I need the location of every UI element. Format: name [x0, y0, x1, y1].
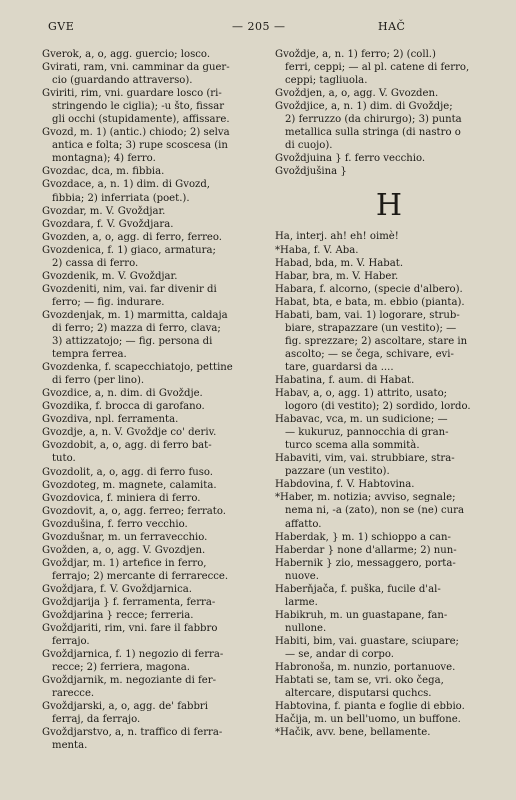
text-line: Gvozden, a, o, agg. di ferro, ferreo.: [42, 231, 222, 243]
text-line: Habara, f. alcorno, (specie d'albero).: [275, 283, 463, 295]
text-line: gli occhi (stupidamente), affissare.: [52, 114, 230, 126]
text-line: Gviriti, rim, vni. guardare losco (ri-: [42, 88, 222, 100]
text-line: 2) ferruzzo (da chirurgo); 3) punta: [285, 114, 462, 126]
text-line: *Haber, m. notizia; avviso, segnale;: [275, 492, 456, 504]
text-line: tempra ferrea.: [52, 349, 127, 361]
text-line: Gvozdenjak, m. 1) marmitta, caldaja: [42, 309, 228, 321]
text-line: Gvožden, a, o, agg. V. Gvozdjen.: [42, 544, 206, 556]
text-line: Gvozdenik, m. V. Gvoždjar.: [42, 270, 178, 282]
text-line: Gvoždjuina } f. ferro vecchio.: [275, 153, 426, 165]
text-line: Gvozdar, m. V. Gvoždjar.: [42, 205, 166, 217]
text-line: Gvozdenka, f. scapecchiatojo, pettine: [42, 362, 233, 374]
text-line: Gvoždjice, a, n. 1) dim. di Gvoždje;: [275, 101, 453, 113]
text-line: larme.: [285, 596, 318, 608]
text-line: Gvozdiva, npl. ferramenta.: [42, 414, 179, 426]
text-line: Gvirati, ram, vni. camminar da guer-: [42, 62, 230, 74]
text-line: tare, guardarsi da ....: [285, 361, 394, 373]
text-line: fibbia; 2) inferriata (poet.).: [52, 192, 190, 204]
text-line: Gvoždjarija } f. ferramenta, ferra-: [42, 596, 216, 608]
text-line: Gvoždjarina } recce; ferreria.: [42, 610, 194, 622]
page-number: — 205 —: [232, 20, 286, 33]
text-line: Gvoždjar, m. 1) artefice in ferro,: [42, 557, 207, 569]
text-line: ferraj, da ferrajo.: [52, 714, 141, 726]
text-line: — se, andar di corpo.: [285, 648, 394, 660]
text-line: stringendo le ciglia); -u što, fissar: [52, 101, 225, 113]
text-line: Habernik } zio, messaggero, porta-: [275, 557, 456, 569]
text-line: Gvozdika, f. brocca di garofano.: [42, 401, 205, 413]
text-line: ferrajo.: [52, 636, 90, 648]
text-line: ferrajo; 2) mercante di ferrarecce.: [52, 570, 229, 582]
text-line: Habav, a, o, agg. 1) attrito, usato;: [275, 388, 448, 400]
text-line: altercare, disputarsi quchcs.: [285, 688, 432, 700]
text-line: di ferro (per lino).: [52, 375, 145, 387]
text-line: nema ni, -a (zato), non se (ne) cura: [285, 505, 465, 517]
text-line: Gvoždjariti, rim, vni. fare il fabbro: [42, 623, 218, 635]
text-line: Habiti, bim, vai. guastare, sciupare;: [275, 635, 459, 647]
text-line: nuove.: [285, 570, 319, 582]
text-line: Gvoždjarnica, f. 1) negozio di ferra-: [42, 649, 224, 661]
text-line: Gvozdenica, f. 1) giaco, armatura;: [42, 244, 216, 256]
text-line: Habad, bda, m. V. Habat.: [275, 257, 404, 269]
right-column-bottom-entries: [275, 230, 503, 739]
text-line: ferri, ceppi; — al pl. catene di ferro,: [285, 62, 470, 74]
text-line: fig. sprezzare; 2) ascoltare, stare in: [285, 335, 468, 347]
text-line: di ferro; 2) mazza di ferro, clava;: [52, 322, 221, 334]
text-line: rarecce.: [52, 688, 95, 700]
text-line: logoro (di vestito); 2) sordido, lordo.: [285, 401, 471, 413]
text-line: Gvozdac, dca, m. fibbia.: [42, 166, 165, 178]
text-line: Gvozdoteg, m. magnete, calamita.: [42, 479, 217, 491]
text-line: Habar, bra, m. V. Haber.: [275, 270, 399, 282]
text-line: nullone.: [285, 622, 327, 634]
text-line: Gvozdje, a, n. V. Gvoždje co' deriv.: [42, 427, 217, 439]
text-line: Habtati se, tam se, vri. oko čega,: [275, 675, 444, 687]
text-line: Gvozdovica, f. miniera di ferro.: [42, 492, 201, 504]
text-line: Gvozdovit, a, o, agg. ferreo; ferrato.: [42, 505, 226, 517]
text-line: Gvoždje, a, n. 1) ferro; 2) (coll.): [275, 49, 436, 60]
text-line: Habaviti, vim, vai. strubbiare, stra-: [275, 453, 455, 465]
text-line: Gvozdobit, a, o, agg. di ferro bat-: [42, 440, 212, 452]
text-line: Gvozdace, a, n. 1) dim. di Gvozd,: [42, 179, 211, 191]
text-line: *Haba, f. V. Aba.: [275, 244, 359, 256]
text-line: Haberdar } none d'allarme; 2) nun-: [275, 544, 457, 556]
text-line: pazzare (un vestito).: [285, 466, 390, 478]
text-line: Gvozdice, a, n. dim. di Gvoždje.: [42, 388, 203, 400]
text-line: Gvoždjušina }: [275, 166, 347, 178]
text-line: Gvozdušina, f. ferro vecchio.: [42, 518, 188, 530]
text-line: Habavac, vca, m. un sudicione; —: [275, 414, 448, 426]
page-header: [0, 20, 516, 40]
text-line: Habikruh, m. un guastapane, fan-: [275, 609, 448, 621]
text-line: — kukuruz, pannocchia di gran-: [285, 427, 449, 439]
text-line: cio (guardando attraverso).: [52, 75, 193, 87]
header-right-guideword: HAČ: [378, 20, 406, 33]
text-line: montagna); 4) ferro.: [52, 153, 156, 165]
text-line: recce; 2) ferriera, magona.: [52, 662, 190, 674]
text-line: 3) attizzatojo; — fig. persona di: [52, 336, 213, 348]
header-left-guideword: GVE: [48, 20, 75, 33]
text-line: Habdovina, f. V. Habtovina.: [275, 479, 415, 491]
text-line: Habtovina, f. pianta e foglie di ebbio.: [275, 701, 465, 713]
text-line: ferro; — fig. indurare.: [52, 296, 165, 308]
text-line: ascolto; — se čega, schivare, evi-: [285, 348, 454, 360]
text-line: Hačija, m. un bell'uomo, un buffone.: [275, 714, 461, 726]
text-line: Gvozdara, f. V. Gvoždjara.: [42, 218, 174, 230]
section-letter: H: [375, 188, 403, 224]
right-column: [275, 48, 503, 739]
text-line: Gvozdeniti, nim, vai. far divenir di: [42, 283, 217, 295]
text-line: Habronoša, m. nunzio, portanuove.: [275, 662, 456, 674]
text-line: Gvoždjara, f. V. Gvoždjarnica.: [42, 583, 192, 595]
text-line: Gvoždjarski, a, o, agg. de' fabbri: [42, 701, 208, 713]
text-line: turco scema alla sommità.: [285, 440, 420, 452]
text-line: Gverok, a, o, agg. guercio; losco.: [42, 49, 211, 60]
text-line: Gvozdolit, a, o, agg. di ferro fuso.: [42, 466, 213, 478]
text-line: Gvozdušnar, m. un ferravecchio.: [42, 531, 208, 543]
text-line: Gvoždjen, a, o, agg. V. Gvozden.: [275, 88, 439, 100]
text-line: Gvozd, m. 1) (antic.) chiodo; 2) selva: [42, 127, 230, 139]
text-line: Haberdak, } m. 1) schioppo a can-: [275, 531, 451, 543]
text-line: tuto.: [52, 453, 76, 465]
text-line: menta.: [52, 740, 88, 752]
text-line: Habatina, f. aum. di Habat.: [275, 374, 415, 386]
text-line: Habati, bam, vai. 1) logorare, strub-: [275, 309, 460, 321]
text-line: Gvoždjarstvo, a, n. traffico di ferra-: [42, 727, 223, 739]
text-line: affatto.: [285, 518, 322, 530]
left-column: [42, 48, 270, 753]
text-line: metallica sulla stringa (di nastro o: [285, 127, 461, 139]
text-line: Gvoždjarnik, m. negoziante di fer-: [42, 675, 217, 687]
right-column-top-entries: [275, 48, 503, 178]
text-line: Ha, interj. ah! eh! oimè!: [275, 231, 399, 243]
text-line: biare, strapazzare (un vestito); —: [285, 322, 457, 334]
text-line: antica e folta; 3) rupe scoscesa (in: [52, 140, 228, 152]
text-line: di cuojo).: [285, 140, 333, 152]
text-line: 2) cassa di ferro.: [52, 257, 139, 269]
text-line: *Hačik, avv. bene, bellamente.: [275, 727, 431, 739]
text-line: ceppi; tagliuola.: [285, 75, 368, 87]
text-line: Haberňjača, f. puška, fucile d'al-: [275, 583, 441, 595]
text-line: Habat, bta, e bata, m. ebbio (pianta).: [275, 296, 465, 308]
